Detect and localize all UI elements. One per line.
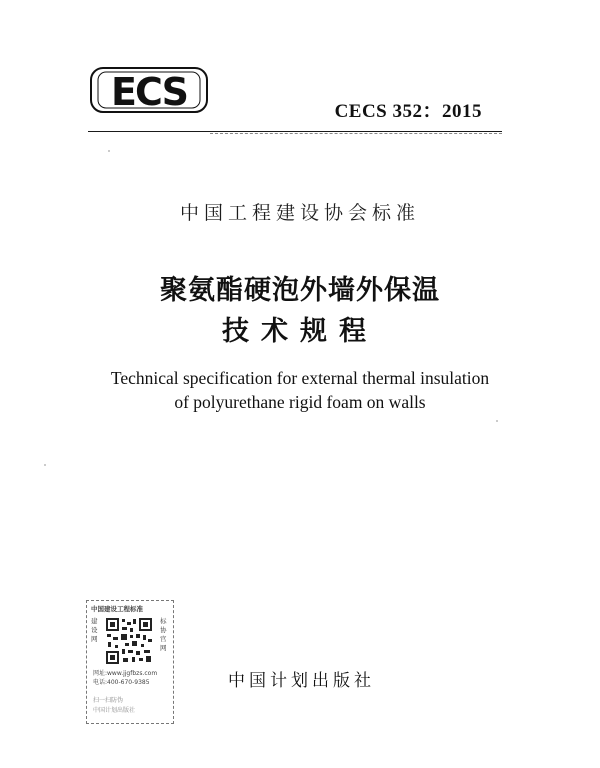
scan-speck	[44, 464, 46, 466]
publisher-name: 中国计划出版社	[228, 671, 375, 691]
sticker-note: 扫一扫防伪	[93, 697, 124, 704]
anti-counterfeit-sticker	[86, 600, 174, 724]
sticker-side-right: 标协官网	[160, 617, 167, 652]
header-rule	[88, 131, 502, 132]
sticker-publisher: 中国计划出版社	[93, 707, 136, 714]
sticker-side-left: 建设网	[91, 617, 98, 643]
english-title-line-2: of polyurethane rigid foam on walls	[174, 392, 426, 412]
sticker-phone: 电话:400-670-9385	[93, 679, 150, 686]
header-rule-secondary	[210, 133, 502, 134]
ecs-logo	[90, 64, 208, 116]
sticker-heading: 中国建设工程标准	[91, 605, 143, 613]
standard-code: CECS 352：2015	[334, 101, 482, 122]
logo-text: ECS	[111, 70, 187, 114]
association-name: 中国工程建设协会标准	[179, 202, 420, 224]
english-title-line-1: Technical specification for external thermal insulation	[110, 368, 490, 388]
qr-code-icon	[105, 617, 153, 665]
sticker-website: 网址:www.jjgfbzs.com	[93, 670, 158, 677]
scan-speck	[108, 150, 110, 152]
title-line-1: 聚氨酯硬泡外墙外保温	[160, 275, 440, 306]
scan-speck	[496, 420, 498, 422]
title-line-2: 技术规程	[222, 316, 378, 347]
